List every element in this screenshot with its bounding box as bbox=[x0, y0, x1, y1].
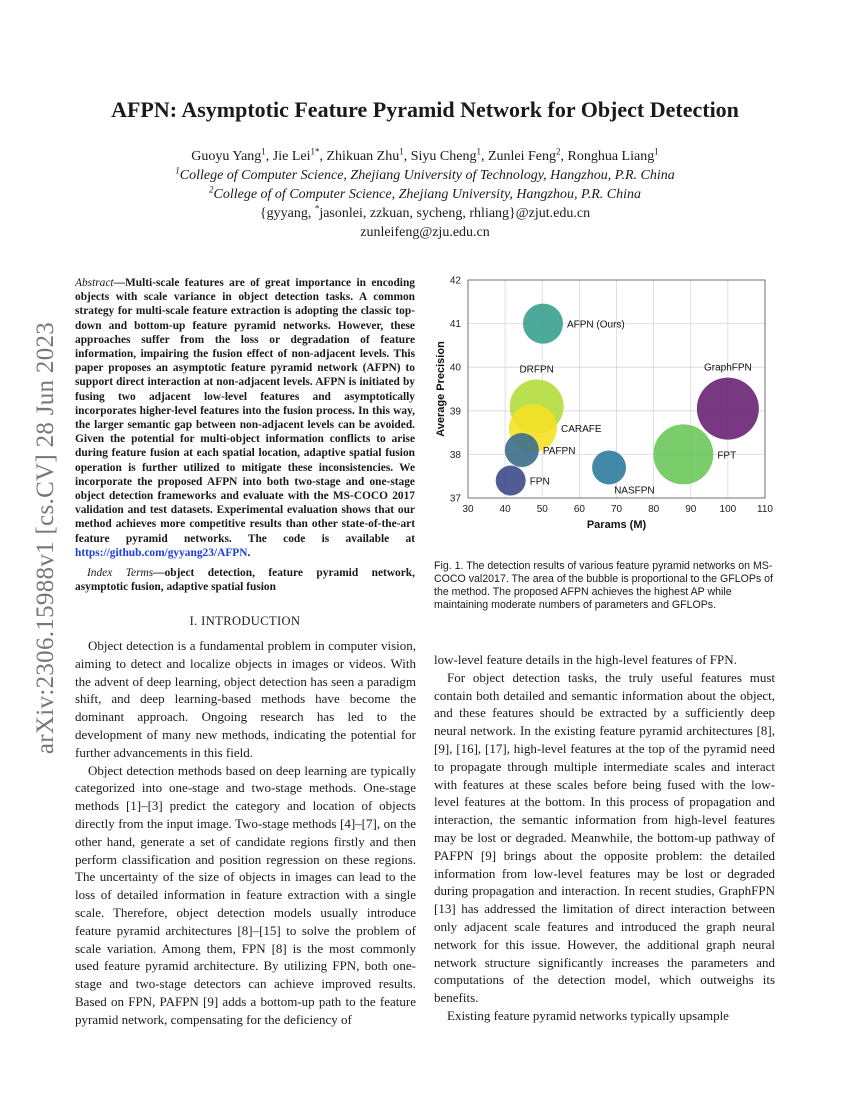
index-terms bbox=[75, 566, 415, 594]
y-tick-label: 42 bbox=[449, 275, 461, 287]
paragraph: low-level feature details in the high-level features of FPN. bbox=[434, 652, 737, 667]
arxiv-identifier: arXiv:2306.15988v1 [cs.CV] 28 Jun 2023 bbox=[32, 321, 59, 755]
section-heading: I. INTRODUCTION bbox=[189, 614, 301, 628]
y-axis-label: Average Precision bbox=[435, 341, 447, 437]
y-tick-label: 40 bbox=[449, 362, 461, 374]
bubble bbox=[496, 466, 526, 496]
left-column-body bbox=[75, 637, 416, 1029]
bubble-label: GraphFPN bbox=[703, 362, 752, 374]
code-link[interactable]: https://github.com/gyyang23/AFPN bbox=[75, 546, 248, 559]
y-tick-label: 39 bbox=[449, 406, 461, 418]
figure-caption: Fig. 1. The detection results of various feature pyramid networks on MS-COCO val2017. The area of the bubble is proportional to the GFLOPs of the method. The proposed AFPN achieves the highest AP while maintaining moderate numbers of parameters and GFLOPs. bbox=[434, 560, 773, 611]
bubble bbox=[523, 304, 563, 344]
abstract-text: —Multi-scale features are of great importance in encoding objects with scale variance in object detection tasks. A common strategy for multi-scale feature extraction is adopting the classic top-down and bottom-up feature pyramid networks. However, these approaches suffer from the loss or degradation of feature information, impairing the fusion effect of non-adjacent levels. This paper proposes an asymptotic feature pyramid network (AFPN) to support direct interaction at non-adjacent levels. AFPN is initiated by fusing two adjacent low-level features and asymptotically incorporates higher-level features into the fusion process. In this way, the larger semantic gap between non-adjacent levels can be avoided. Given the potential for multi-object information conflicts to arise during feature fusion at each spatial location, adaptive spatial fusion operation is further utilized to mitigate these inconsistencies. We incorporate the proposed AFPN into both two-stage and one-stage object detection frameworks and evaluate with the MS-COCO 2017 validation and test datasets. Experimental evaluation shows that our method achieves more competitive results than other state-of-the-art feature pyramid networks. The code is available at bbox=[75, 277, 415, 545]
bubble-chart bbox=[430, 270, 780, 540]
x-tick-label: 50 bbox=[536, 504, 548, 515]
paragraph: Object detection is a fundamental problem in computer vision, aiming to detect and localize objects in images or videos. With the advent of deep learning, object detection has seen a paradigm shift, and deep learning-based methods have become the dominant approach. Ongoing research has led to the development of many new methods, indicating the potential for further advancements in this field. bbox=[75, 638, 416, 760]
x-tick-label: 90 bbox=[685, 504, 697, 515]
bubble-label: AFPN (Ours) bbox=[566, 319, 625, 331]
x-tick-label: 30 bbox=[462, 504, 474, 515]
bubble bbox=[653, 424, 713, 484]
x-tick-label: 100 bbox=[719, 504, 737, 515]
affiliation-2: $^2$College of of Computer Science, Zhejiang University, Hangzhou, P.R. China bbox=[209, 184, 641, 202]
bubble bbox=[592, 450, 626, 484]
bubble-label: DRFPN bbox=[519, 364, 554, 376]
index-terms-text: —object detection, feature pyramid network, asymptotic fusion, adaptive spatial fusion bbox=[75, 567, 415, 594]
x-axis-label: Params (M) bbox=[586, 519, 647, 531]
arxiv-sidebar bbox=[26, 298, 66, 778]
paragraph: Existing feature pyramid networks typically upsample bbox=[447, 1007, 729, 1023]
bubble bbox=[505, 433, 539, 467]
y-tick-label: 37 bbox=[449, 493, 461, 505]
bubble-label: FPN bbox=[529, 476, 550, 488]
y-tick-label: 41 bbox=[449, 319, 461, 331]
x-tick-label: 70 bbox=[610, 504, 623, 515]
bubble-label: NASFPN bbox=[614, 485, 655, 497]
affiliation-1: $^1$College of Computer Science, Zhejiang University of Technology, Hangzhou, P.R. China bbox=[175, 165, 675, 183]
x-tick-label: 110 bbox=[757, 504, 773, 515]
y-tick-label: 38 bbox=[449, 449, 461, 461]
abstract-label: Abstract bbox=[75, 277, 114, 289]
bubble-label: FPT bbox=[717, 450, 737, 462]
author-email-2: zunleifeng@zju.edu.cn bbox=[360, 225, 490, 240]
bubble-label: CARAFE bbox=[560, 424, 602, 436]
right-column-body bbox=[434, 651, 775, 1025]
author-list: Guoyu Yang$^1$, Jie Lei$^{1*}$, Zhikuan Zhu$^1$, Siyu Cheng$^1$, Zunlei Feng$^2$, Ronghua Liang$^1$ bbox=[191, 146, 659, 164]
paper-title: AFPN: Asymptotic Feature Pyramid Network for Object Detection bbox=[111, 97, 739, 122]
x-tick-label: 80 bbox=[648, 504, 660, 515]
index-terms-label: Index Terms bbox=[87, 567, 154, 579]
abstract bbox=[75, 276, 415, 560]
paragraph: For object detection tasks, the truly useful features must contain both detailed and semantic information about the object, and these features should be extracted by a sufficiently deep neural network. In the existing feature pyramid architectures [8], [9], [16], [17], high-level features at the top of the pyramid need to propagate through multiple intermediate scales and interact with features at these scales before being fused with the low-level features at the bottom. In this process of propagation and interaction, the semantic information from high-level features may be lost or degraded. Meanwhile, the bottom-up pathway of PAFPN [9] brings about the opposite problem: the detailed information from low-level features may be lost or degraded during propagation and interaction. In recent studies, GraphFPN [13] has addressed the limitation of direct interaction between only adjacent scale features and introduced the graph neural network for this issue. However, the additional graph neural network structure significantly increases the parameters and computations of the detection model, which outweighs its benefits. bbox=[434, 669, 775, 1006]
abstract-end: . bbox=[247, 546, 251, 559]
x-tick-label: 40 bbox=[499, 504, 511, 515]
bubble-label: PAFPN bbox=[542, 446, 576, 458]
x-tick-label: 60 bbox=[573, 504, 585, 515]
author-emails: {gyyang, *jasonlei, zzkuan, sycheng, rhliang}@zjut.edu.cn bbox=[259, 203, 591, 221]
paragraph: Object detection methods based on deep learning are typically categorized into one-stage and two-stage methods. One-stage methods [1]–[3] predict the category and location of objects directly from the input image. Two-stage methods [4]–[7], on the other hand, generate a set of candidate regions firstly and then perform classification and position regression on these regions. The uncertainty of the size of objects in images can lead to the loss of detailed information in feature extraction with a single scale. Therefore, object detection models usually introduce feature pyramid architectures [8]–[15] to solve the problem of scale variation. Among them, FPN [8] is the most commonly used feature pyramid architecture. By utilizing FPN, both one-stage and two-stage detectors can achieve improved results. Based on FPN, PAFPN [9] adds a bottom-up path to the feature pyramid network, compensating for the deficiency of bbox=[75, 762, 416, 1027]
bubble bbox=[697, 378, 759, 440]
